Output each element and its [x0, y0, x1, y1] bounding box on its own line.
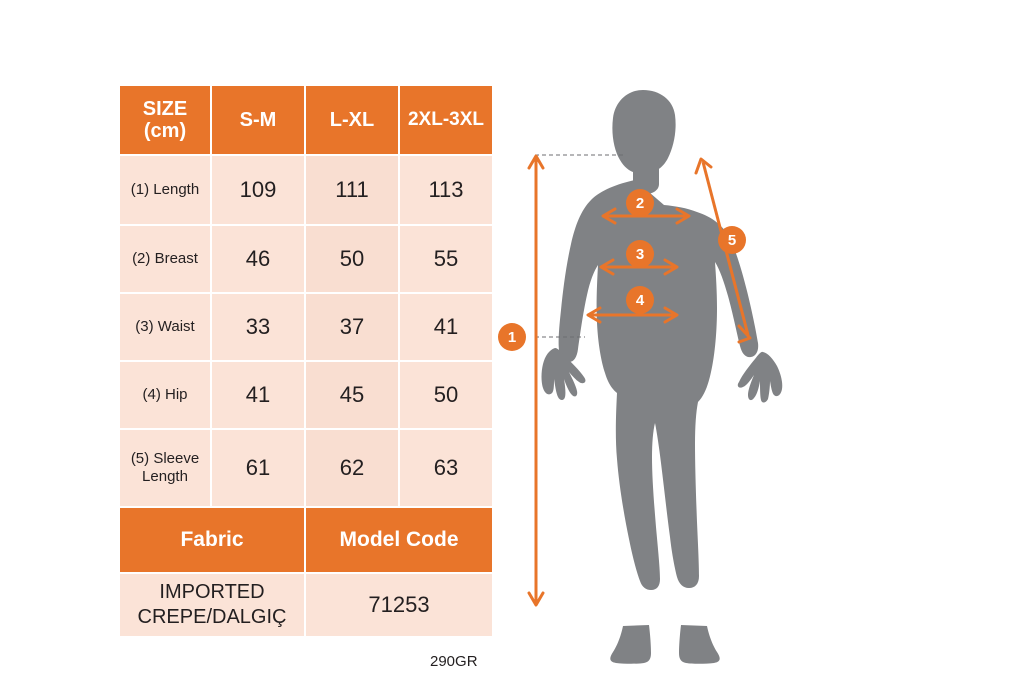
- badge-3: 3: [626, 240, 654, 268]
- row-label-breast: (2) Breast: [119, 225, 211, 293]
- cell-length-2xl3xl: 113: [399, 155, 493, 225]
- table-row: [119, 293, 493, 361]
- row-label-waist: (3) Waist: [119, 293, 211, 361]
- cell-sleeve-lxl: 62: [305, 429, 399, 507]
- cell-hip-2xl3xl: 50: [399, 361, 493, 429]
- table-row: [119, 429, 493, 507]
- table-row: [119, 225, 493, 293]
- header-2xl-3xl: 2XL-3XL: [399, 85, 493, 155]
- female-silhouette-icon: [542, 90, 783, 664]
- arrow-length: [529, 156, 543, 605]
- row-label-length: (1) Length: [119, 155, 211, 225]
- cell-length-sm: 109: [211, 155, 305, 225]
- badge-5: 5: [718, 226, 746, 254]
- cell-hip-lxl: 45: [305, 361, 399, 429]
- cell-breast-lxl: 50: [305, 225, 399, 293]
- footer-value-model-code: 71253: [305, 573, 493, 637]
- measurement-figure: [495, 30, 1020, 670]
- cell-waist-lxl: 37: [305, 293, 399, 361]
- table-header-row: [119, 85, 493, 155]
- cell-waist-2xl3xl: 41: [399, 293, 493, 361]
- header-size-cm: SIZE (cm): [119, 85, 211, 155]
- table-row: [119, 361, 493, 429]
- cell-sleeve-sm: 61: [211, 429, 305, 507]
- badge-4: 4: [626, 286, 654, 314]
- cell-hip-sm: 41: [211, 361, 305, 429]
- table-footer-value-row: [119, 573, 493, 637]
- footer-label-model-code: Model Code: [305, 507, 493, 573]
- header-s-m: S-M: [211, 85, 305, 155]
- table-row: [119, 155, 493, 225]
- cell-breast-2xl3xl: 55: [399, 225, 493, 293]
- badge-1: 1: [498, 323, 526, 351]
- cell-breast-sm: 46: [211, 225, 305, 293]
- header-l-xl: L-XL: [305, 85, 399, 155]
- table-footer-header-row: [119, 507, 493, 573]
- cell-sleeve-2xl3xl: 63: [399, 429, 493, 507]
- row-label-sleeve-length: (5) Sleeve Length: [119, 429, 211, 507]
- row-label-hip: (4) Hip: [119, 361, 211, 429]
- cell-waist-sm: 33: [211, 293, 305, 361]
- cell-length-lxl: 111: [305, 155, 399, 225]
- fabric-weight-caption: 290GR: [430, 653, 478, 670]
- badge-2: 2: [626, 189, 654, 217]
- size-chart-table: [118, 84, 494, 638]
- footer-value-fabric: IMPORTED CREPE/DALGIÇ: [119, 573, 305, 637]
- footer-label-fabric: Fabric: [119, 507, 305, 573]
